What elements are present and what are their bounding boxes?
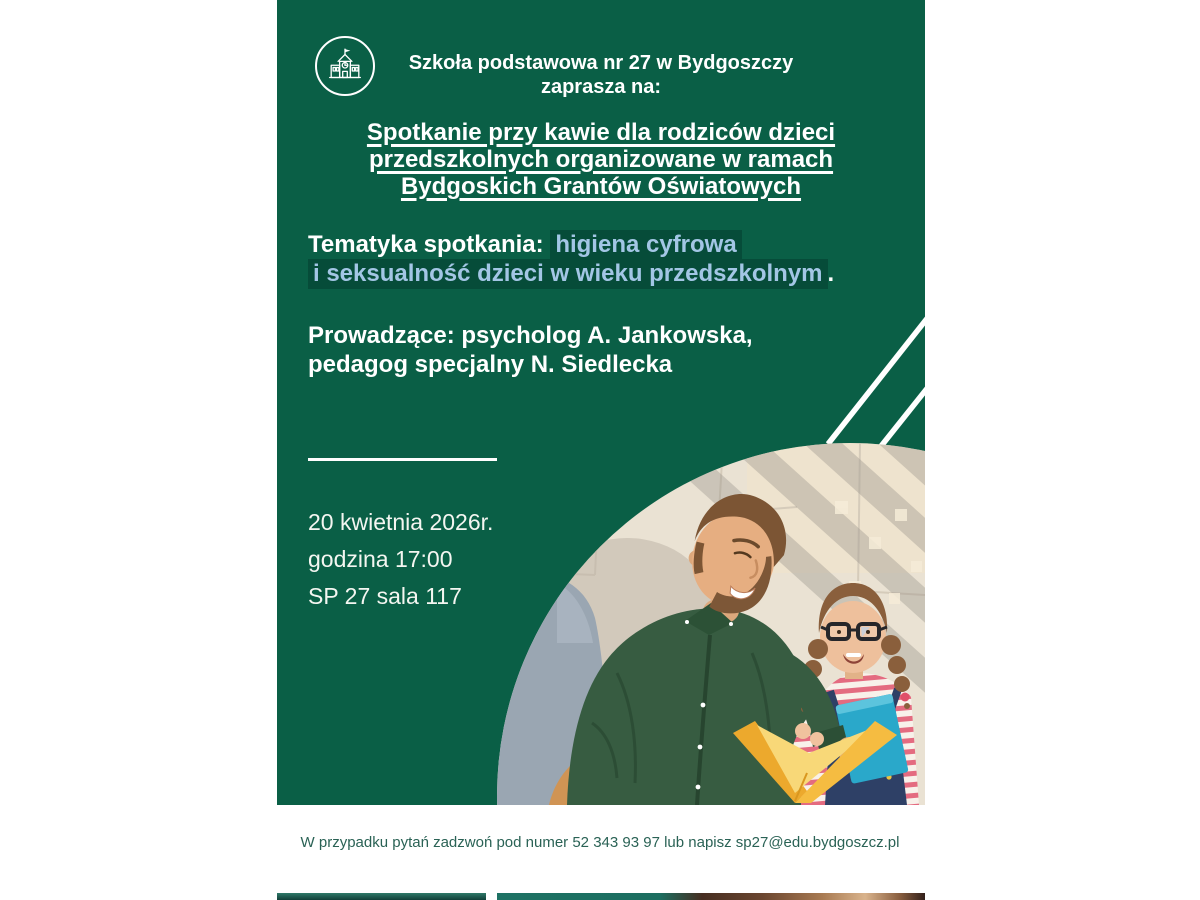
speaker-line-1: Prowadzące: psycholog A. Jankowska, — [308, 322, 753, 349]
event-details — [308, 504, 493, 615]
family-reading-photo — [497, 443, 925, 805]
topic-section — [308, 230, 834, 288]
poster-header — [277, 51, 925, 99]
event-title-line-2: przedszkolnych organizowane w ramach — [368, 146, 834, 173]
event-location: SP 27 sala 117 — [308, 583, 462, 609]
event-title — [277, 119, 925, 200]
contact-footer — [0, 834, 1200, 851]
bottom-strip-right — [497, 893, 925, 900]
topic-highlight-1: higiena cyfrowa — [550, 230, 741, 260]
topic-period: . — [827, 260, 835, 287]
event-title-line-1: Spotkanie przy kawie dla rodziców dzieci — [366, 119, 836, 146]
contact-text: W przypadku pytań zadzwoń pod numer 52 343 93 97 lub napisz sp27@edu.bydgoszcz.pl — [300, 834, 900, 851]
topic-highlight-2: i seksualność dzieci w wieku przedszkolnym — [308, 259, 828, 289]
topic-label: Tematyka spotkania: — [308, 231, 544, 258]
invitation-text: zaprasza na: — [540, 76, 662, 98]
event-time: godzina 17:00 — [308, 546, 453, 572]
divider-line — [308, 458, 497, 461]
speakers-section — [308, 321, 753, 379]
bottom-strip-left — [277, 893, 486, 900]
event-title-line-3: Bydgoskich Grantów Oświatowych — [400, 173, 802, 200]
speaker-line-2: pedagog specjalny N. Siedlecka — [308, 351, 673, 378]
school-name: Szkoła podstawowa nr 27 w Bydgoszczy — [408, 52, 794, 74]
event-date: 20 kwietnia 2026r. — [308, 509, 494, 535]
poster — [277, 0, 925, 805]
